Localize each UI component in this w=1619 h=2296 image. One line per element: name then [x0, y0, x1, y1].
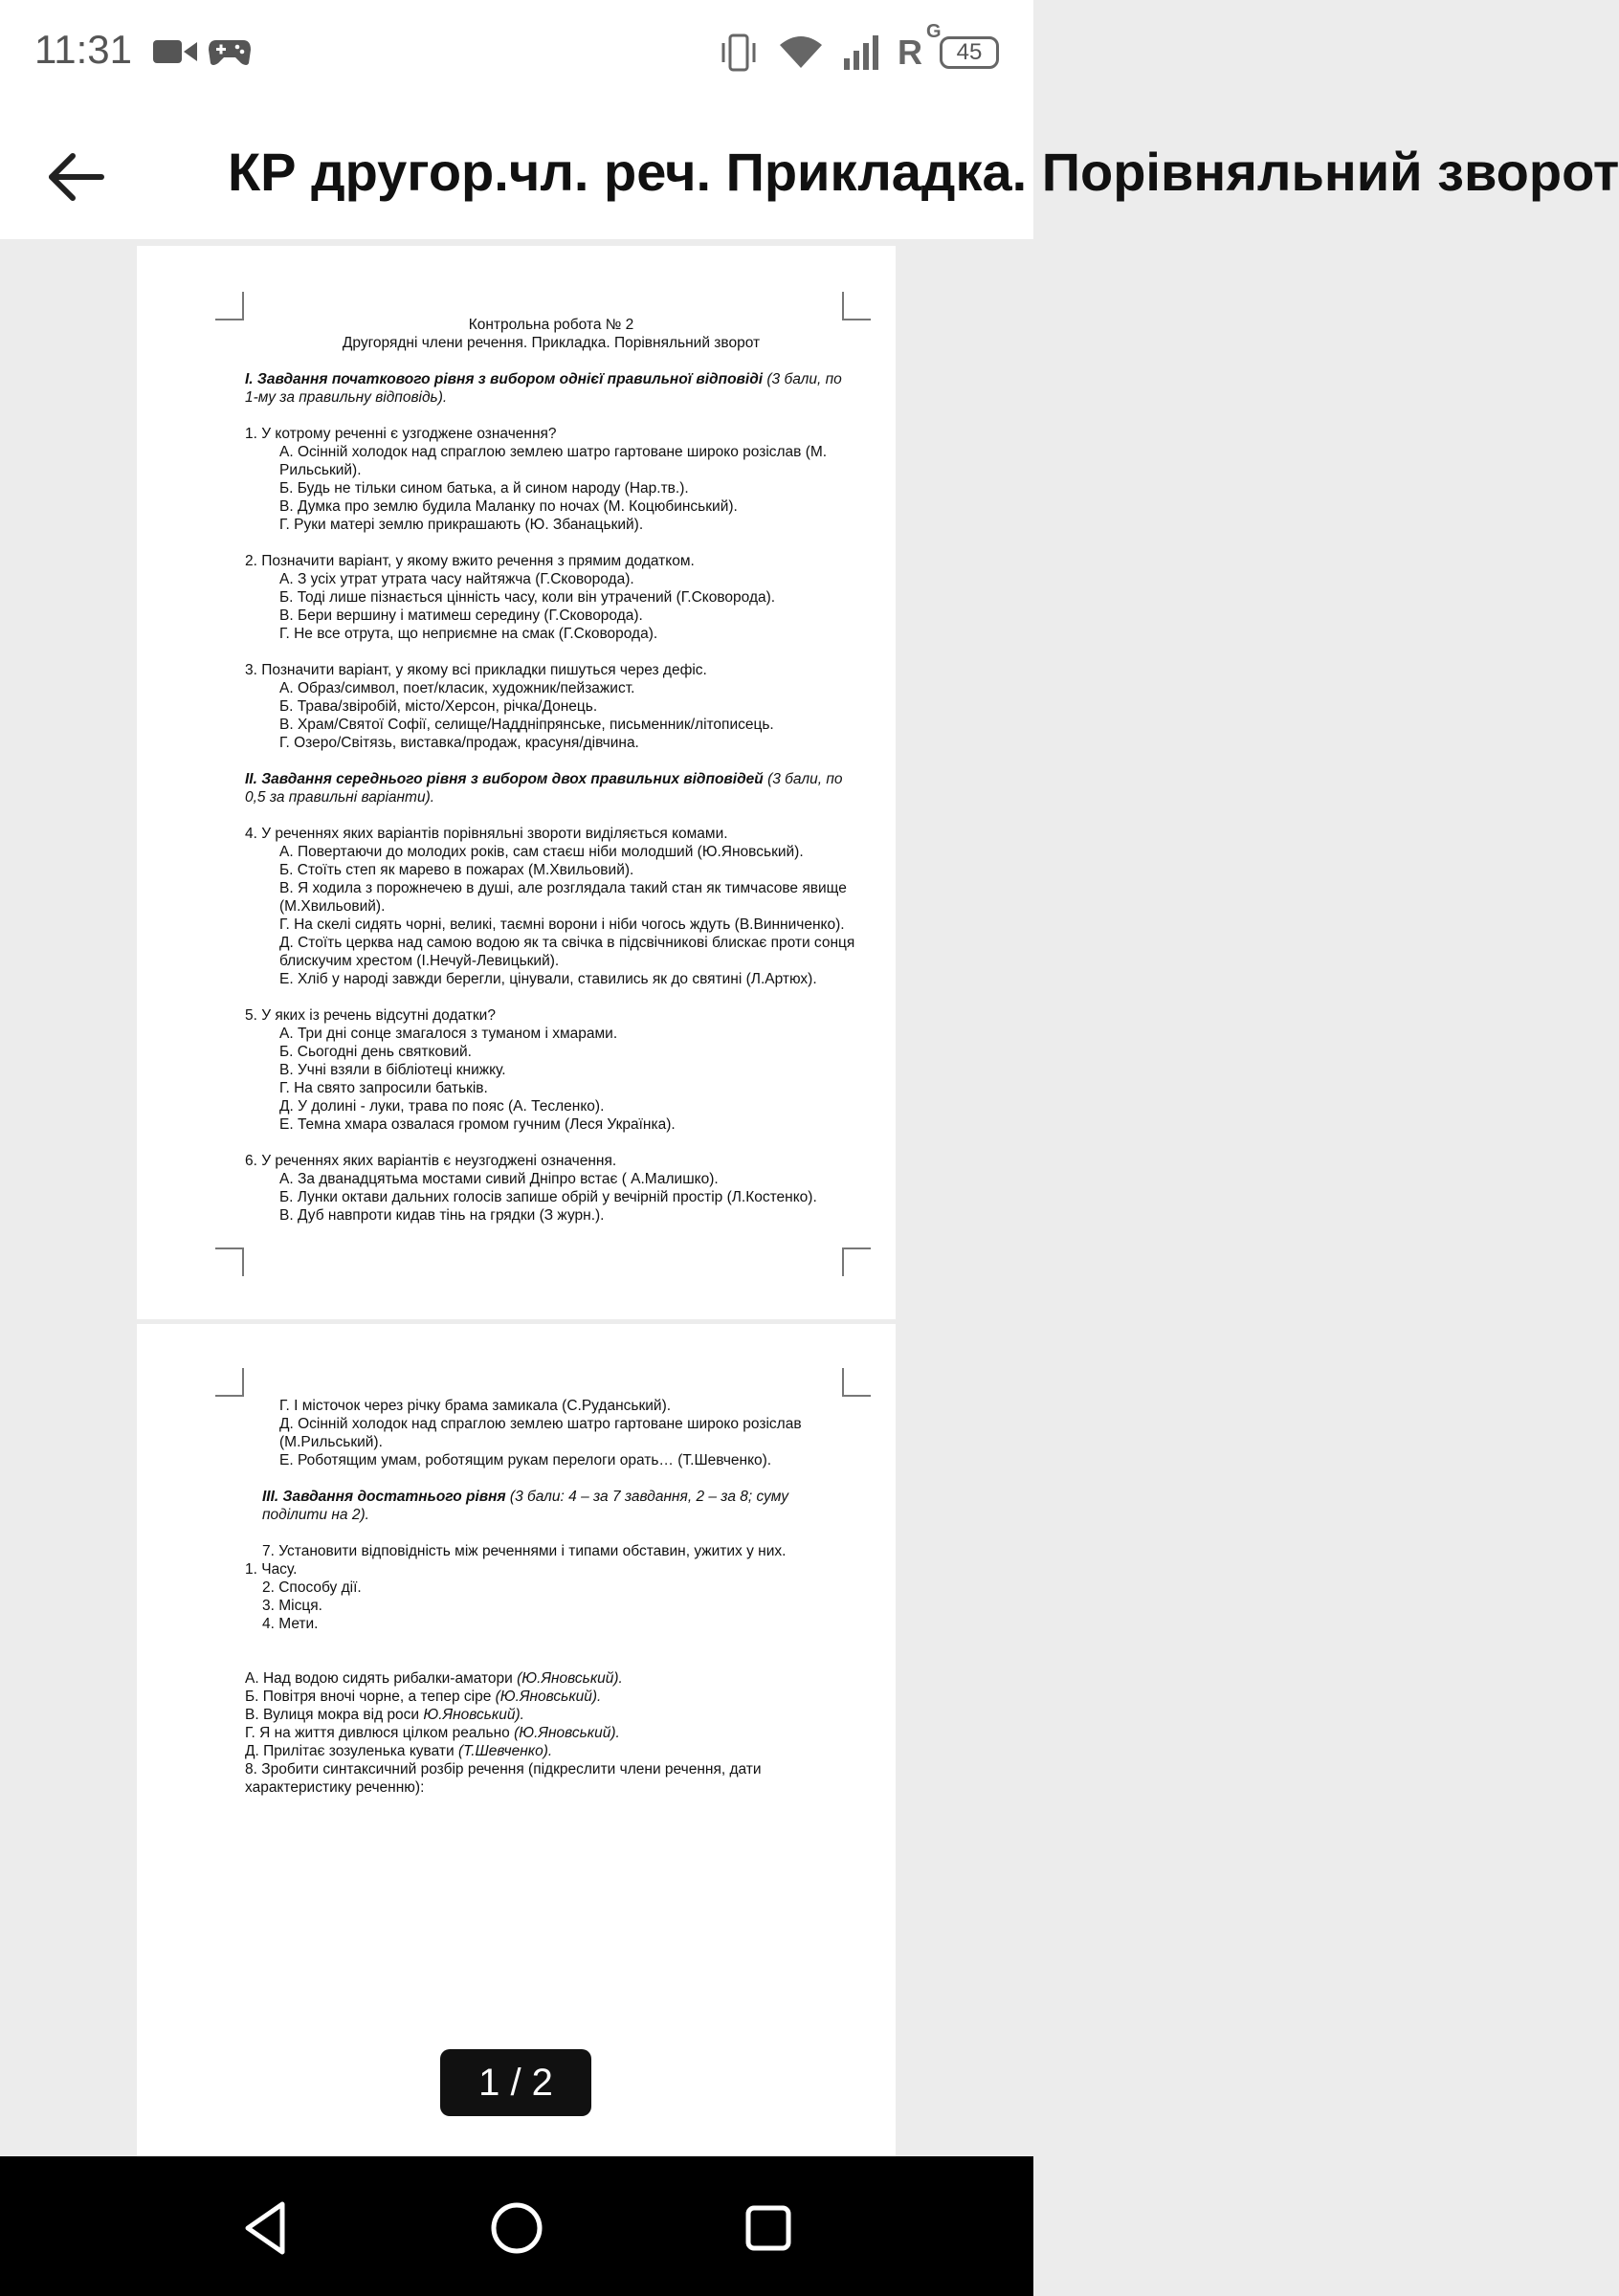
arrow-left-icon [38, 139, 115, 215]
question-8: 8. Зробити синтаксичний розбір речення (підкреслити члени речення, дати характеристику реченню): [245, 1761, 762, 1796]
vibrate-icon [718, 32, 760, 74]
crop-mark [842, 1368, 871, 1397]
wifi-icon [777, 33, 825, 72]
page-indicator: 1 / 2 [440, 2049, 591, 2116]
option: Д. У долині - луки, трава по пояс (А. Тесленко). [279, 1098, 605, 1115]
option: Е. Хліб у народі завжди берегли, цінували, ставились як до святині (Л.Артюх). [279, 971, 817, 987]
option: А. Три дні сонце змагалося з туманом і хмарами. [279, 1026, 618, 1042]
option: В. Я ходила з порожнечею в душі, але розглядала такий стан як тимчасове явище (М.Хвильовий). [279, 880, 847, 915]
option: А. Повертаючи до молодих років, сам стаєш ніби молодший (Ю.Яновський). [279, 844, 804, 860]
crop-mark [842, 1247, 871, 1276]
option: Г. Не все отрута, що неприємне на смак (Г.Сковорода). [279, 626, 658, 642]
option: В. Учні взяли в бібліотеці книжку. [279, 1062, 506, 1078]
sentence-e: Д. Прилітає зозуленька кувати (Т.Шевченко). [245, 1743, 553, 1759]
list-item: 1. Часу. [245, 1561, 298, 1578]
status-bar [0, 0, 1033, 100]
option: Е. Роботящим умам, роботящим рукам перелоги орать… (Т.Шевченко). [279, 1452, 772, 1468]
back-triangle-icon [233, 2195, 299, 2262]
sentence-b: Б. Повітря вночі чорне, а тепер сіре (Ю.Яновський). [245, 1689, 602, 1705]
document-title: КР другор.чл. реч. Прикладка. Порівняльний зворот [228, 142, 1619, 202]
option: Г. На скелі сидять чорні, великі, таємні ворони і ніби чогось ждуть (В.Винниченко). [279, 916, 845, 933]
question-2: 2. Позначити варіант, у якому вжито речення з прямим додатком. [245, 553, 695, 569]
navigation-bar [0, 2156, 1033, 2296]
question-1: 1. У котрому реченні є узгоджене означення? [245, 426, 557, 442]
crop-mark [215, 1247, 244, 1276]
option: Г. Озеро/Світязь, виставка/продаж, красуня/дівчина. [279, 735, 639, 751]
page-2-content [245, 1397, 857, 1797]
recents-square-icon [735, 2195, 802, 2262]
sentence-d: Г. Я на життя дивлюся цілком реально (Ю.Яновський). [245, 1725, 620, 1741]
option: Г. Руки матері землю прикрашають (Ю. Збанацький). [279, 517, 644, 533]
doc-heading: Контрольна робота № 2 [468, 317, 634, 333]
option: Г. І місточок через річку брама замикала (С.Руданський). [279, 1398, 672, 1414]
option: Б. Тоді лише пізнається цінність часу, коли він утрачений (Г.Сковорода). [279, 589, 776, 606]
crop-mark [215, 1368, 244, 1397]
option: Б. Будь не тільки сином батька, а й сином народу (Нар.тв.). [279, 480, 689, 497]
question-5: 5. У яких із речень відсутні додатки? [245, 1007, 496, 1024]
option: Д. Стоїть церква над самою водою як та свічка в підсвічникові блискає проти сонця блискучим хрестом (І.Нечуй-Левицький). [279, 935, 855, 969]
option: Б. Лунки октави дальних голосів запише обрій у вечірній простір (Л.Костенко). [279, 1189, 817, 1205]
back-button[interactable] [38, 139, 115, 215]
nav-recents-button[interactable] [735, 2195, 802, 2262]
option: В. Храм/Святої Софії, селище/Наддніпрянське, письменник/літописець. [279, 717, 774, 733]
network-label: R G [898, 21, 942, 72]
option: А. З усіх утрат утрата часу найтяжча (Г.Сковорода). [279, 571, 634, 587]
option: Б. Стоїть степ як марево в пожарах (М.Хвильовий). [279, 862, 634, 878]
sentence-a: А. Над водою сидять рибалки-аматори (Ю.Яновський). [245, 1670, 623, 1687]
nav-back-button[interactable] [233, 2195, 299, 2262]
document-page-1[interactable] [137, 246, 896, 1319]
list-item: 2. Способу дії. [262, 1579, 362, 1596]
option: Б. Сьогодні день святковий. [279, 1044, 472, 1060]
option: Б. Трава/звіробій, місто/Херсон, річка/Донець. [279, 698, 598, 715]
question-6: 6. У реченнях яких варіантів є неузгоджені означення. [245, 1153, 617, 1169]
app-bar [0, 100, 1619, 239]
section-3-heading: ІІІ. Завдання достатнього рівня (3 бали: 4 – за 7 завдання, 2 – за 8; суму поділити на 2). [262, 1489, 789, 1523]
question-3: 3. Позначити варіант, у якому всі прикладки пишуться через дефіс. [245, 662, 707, 678]
nav-home-button[interactable] [483, 2195, 550, 2262]
option: Г. На свято запросили батьків. [279, 1080, 488, 1096]
option: В. Бери вершину і матимеш середину (Г.Сковорода). [279, 607, 643, 624]
option: В. Дуб навпроти кидав тінь на грядки (З журн.). [279, 1207, 605, 1224]
page-1-content [245, 316, 857, 1225]
gamepad-icon [207, 34, 253, 69]
option: Д. Осінній холодок над спраглою землею шатро гартоване широко розіслав (М.Рильський). [279, 1416, 802, 1450]
status-icons-right [718, 21, 999, 77]
section-2-heading: ІІ. Завдання середнього рівня з вибором двох правильних відповідей (3 бали, по 0,5 за правильні варіанти). [245, 771, 843, 806]
option: А. За дванадцятьма мостами сивий Дніпро встає ( А.Малишко). [279, 1171, 719, 1187]
list-item: 4. Мети. [262, 1616, 319, 1632]
question-7: 7. Установити відповідність між реченнями і типами обставин, ужитих у них. [262, 1543, 787, 1559]
list-item: 3. Місця. [262, 1598, 322, 1614]
crop-mark [215, 292, 244, 320]
signal-icon [842, 33, 880, 72]
battery-level: 45 [956, 39, 983, 65]
option: В. Думка про землю будила Маланку по ночах (М. Коцюбинський). [279, 498, 738, 515]
option: Е. Темна хмара озвалася громом гучним (Леся Українка). [279, 1116, 676, 1133]
doc-subheading: Другорядні члени речення. Прикладка. Порівняльний зворот [342, 335, 761, 351]
status-time: 11:31 [34, 27, 132, 72]
status-icons-left [151, 34, 253, 69]
option: А. Осінній холодок над спраглою землею шатро гартоване широко розіслав (М. Рильський). [279, 444, 828, 478]
sentence-c: В. Вулиця мокра від роси Ю.Яновський). [245, 1707, 524, 1723]
document-page-2[interactable] [137, 1324, 896, 2156]
home-circle-icon [483, 2195, 550, 2262]
question-4: 4. У реченнях яких варіантів порівняльні звороти виділяється комами. [245, 826, 728, 842]
option: А. Образ/символ, поет/класик, художник/пейзажист. [279, 680, 635, 696]
video-camera-icon [151, 34, 199, 69]
battery-icon [940, 36, 999, 69]
section-1-heading: І. Завдання початкового рівня з вибором однієї правильної відповіді (3 бали, по 1-му за правильну відповідь). [245, 371, 842, 406]
